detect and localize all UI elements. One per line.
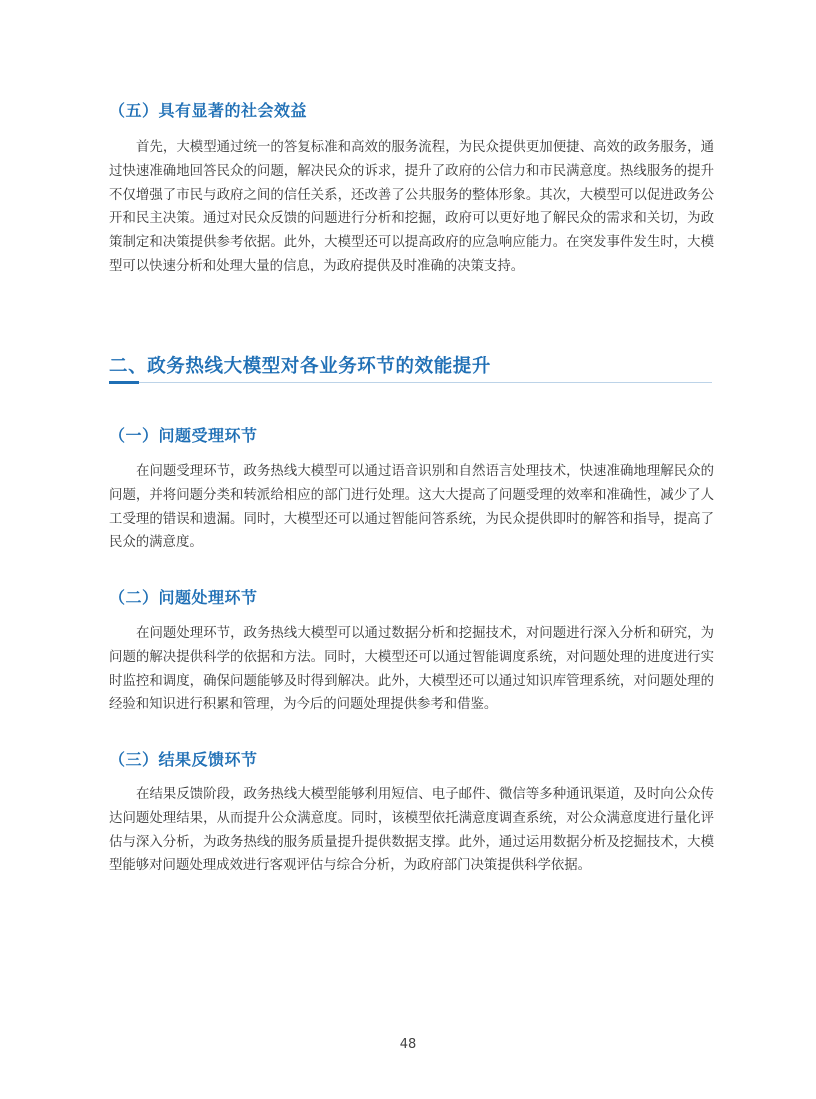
section-one-heading: （一）问题受理环节: [109, 426, 258, 445]
section-three-paragraph: 在结果反馈阶段，政务热线大模型能够利用短信、电子邮件、微信等多种通讯渠道，及时向公众传达问题处理结果，从而提升公众满意度。同时，该模型依托满意度调查系统，对公众满意度进行量化评估与深入分析，为政务热线的服务质量提升提供数据支撑。此外，通过运用数据分析及挖掘技术，大模型能够对问题处理成效进行客观评估与综合分析，为政府部门决策提供科学依据。: [109, 787, 714, 874]
chapter-two-header: [109, 350, 712, 384]
section-one-paragraph: 在问题受理环节，政务热线大模型可以通过语音识别和自然语言处理技术，快速准确地理解民众的问题，并将问题分类和转派给相应的部门进行处理。这大大提高了问题受理的效率和准确性，减少了人工受理的错误和遗漏。同时，大模型还可以通过智能问答系统，为民众提供即时的解答和指导，提高了民众的满意度。: [109, 464, 714, 551]
section-five-paragraph: 首先，大模型通过统一的答复标准和高效的服务流程，为民众提供更加便捷、高效的政务服务，通过快速准确地回答民众的问题，解决民众的诉求，提升了政府的公信力和市民满意度。热线服务的提升不仅增强了市民与政府之间的信任关系，还改善了公共服务的整体形象。其次，大模型可以促进政务公开和民主决策。通过对民众反馈的问题进行分析和挖掘，政府可以更好地了解民众的需求和关切，为政策制定和决策提供参考依据。此外，大模型还可以提高政府的应急响应能力。在突发事件发生时，大模型可以快速分析和处理大量的信息，为政府提供及时准确的决策支持。: [109, 140, 714, 274]
section-three-heading: （三）结果反馈环节: [109, 750, 258, 769]
chapter-title-divider: [139, 382, 712, 383]
section-two-paragraph: 在问题处理环节，政务热线大模型可以通过数据分析和挖掘技术，对问题进行深入分析和研究，为问题的解决提供科学的依据和方法。同时，大模型还可以通过智能调度系统，对问题处理的进度进行实时监控和调度，确保问题能够及时得到解决。此外，大模型还可以通过知识库管理系统，对问题处理的经验和知识进行积累和管理，为今后的问题处理提供参考和借鉴。: [109, 626, 714, 713]
page-number: 48: [399, 1037, 417, 1052]
section-two-heading: （二）问题处理环节: [109, 588, 258, 607]
chapter-two-title: 二、政务热线大模型对各业务环节的效能提升: [109, 356, 492, 377]
section-five-heading: （五）具有显著的社会效益: [109, 101, 308, 120]
chapter-title-accent-rule: [109, 381, 139, 384]
